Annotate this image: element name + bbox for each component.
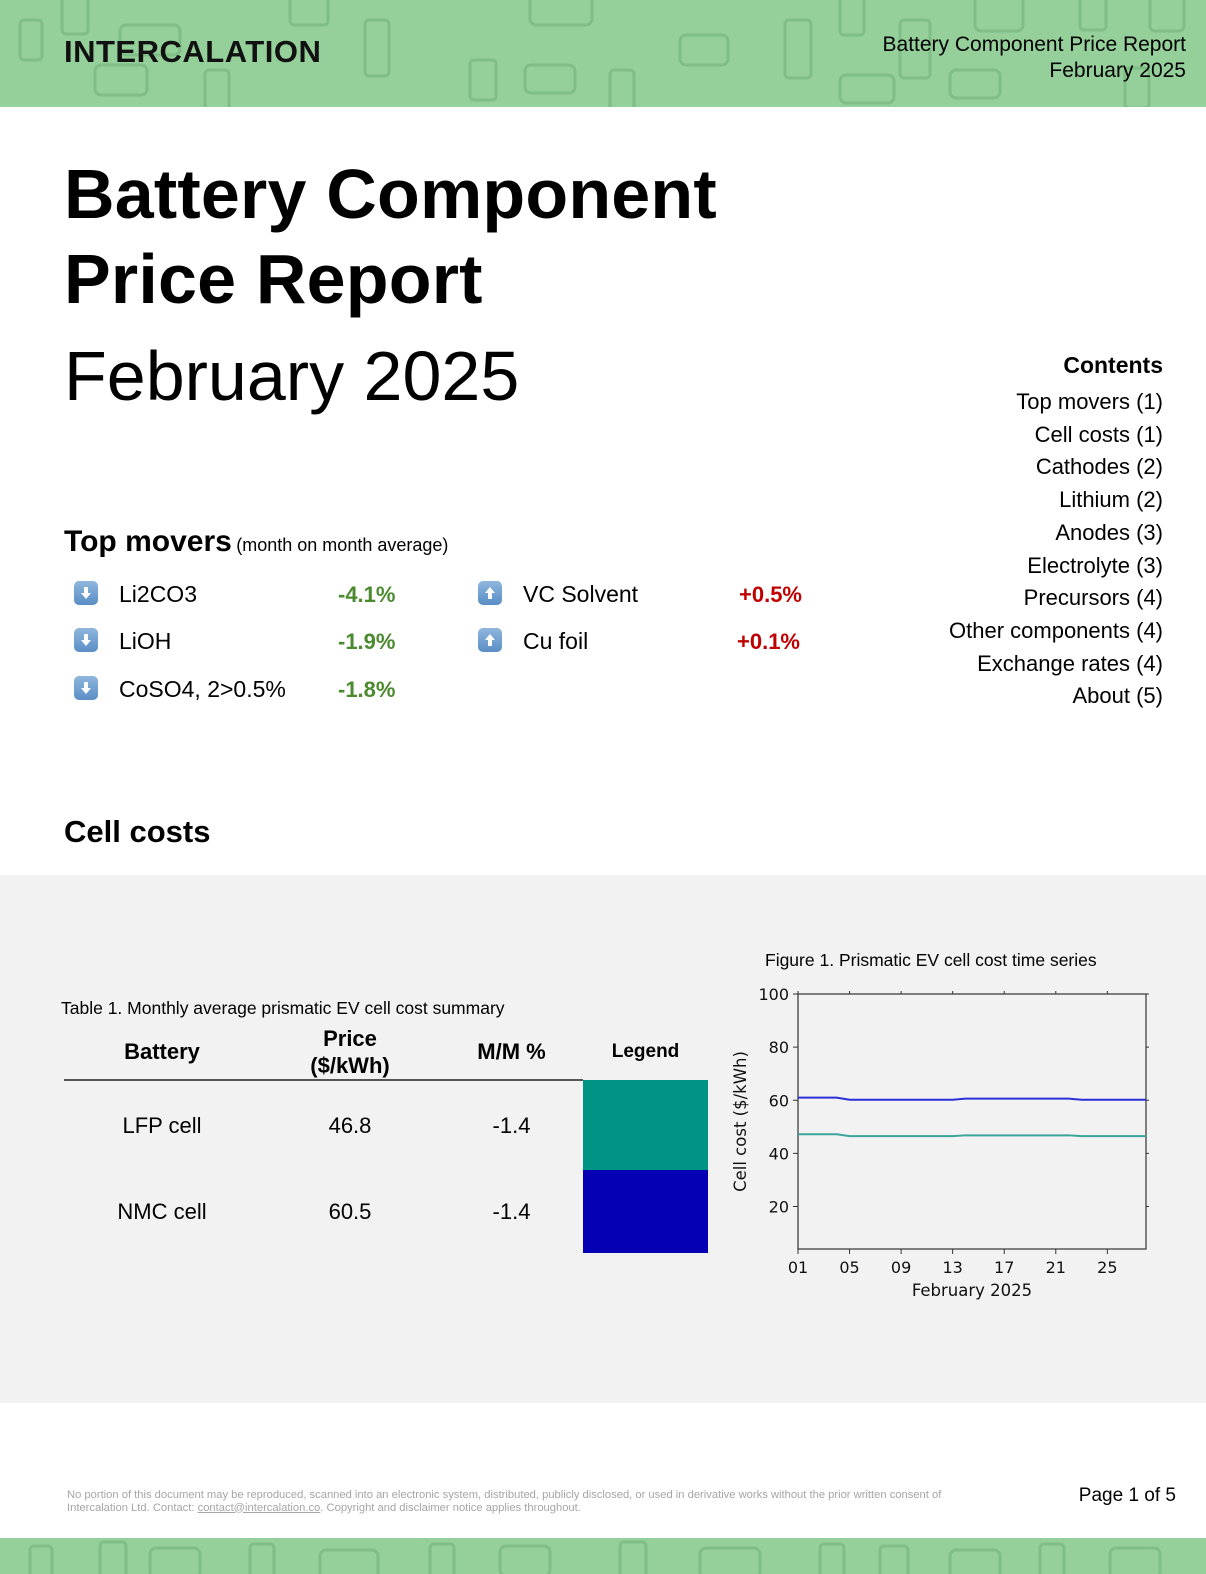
mover-name: LiOH	[119, 628, 172, 654]
mover-item	[478, 625, 502, 655]
contents-item-cathodes[interactable]: Cathodes (2)	[1035, 454, 1163, 480]
y-tick-label: 80	[768, 1038, 789, 1058]
mover-name: CoSO4, 2>0.5%	[119, 676, 286, 702]
cell-battery: LFP cell	[122, 1112, 202, 1138]
top-movers-subtitle: (month on month average)	[236, 535, 449, 555]
contents-item-electrolyte[interactable]: Electrolyte (3)	[1027, 552, 1163, 578]
battery-pattern-background	[0, 1538, 1206, 1574]
top-movers-heading	[64, 525, 448, 559]
table-caption	[61, 998, 505, 1019]
page-number: Page 1 of 5	[1078, 1485, 1176, 1506]
column-header-battery: Battery	[64, 1024, 260, 1080]
mover-item	[74, 673, 98, 703]
x-tick-label: 09	[890, 1258, 912, 1277]
x-tick-label: 01	[787, 1258, 809, 1277]
table-caption-text: Monthly average prismatic EV cell cost summary	[127, 998, 505, 1018]
cell-price: 46.8	[328, 1112, 372, 1138]
footer-band	[0, 1538, 1206, 1574]
header-report-title: Battery Component Price Report	[882, 33, 1186, 56]
down-arrow-icon	[74, 581, 98, 605]
mover-name: Li2CO3	[119, 581, 197, 607]
header-report-info	[883, 32, 1186, 84]
table-caption-label: Table 1.	[61, 998, 123, 1018]
y-axis-label: Cell cost ($/kWh)	[731, 1051, 750, 1192]
up-arrow-icon	[478, 628, 502, 652]
page-title	[64, 152, 717, 322]
nmc-legend-swatch	[583, 1170, 708, 1253]
contents-item-precursors[interactable]: Precursors (4)	[1023, 585, 1163, 611]
y-tick-label: 40	[768, 1144, 789, 1164]
up-arrow-icon	[478, 581, 502, 605]
down-arrow-icon	[74, 676, 98, 700]
x-tick-label: 21	[1045, 1258, 1066, 1277]
contact-email-link[interactable]: contact@intercalation.co	[197, 1501, 321, 1514]
table-row	[64, 1080, 708, 1170]
disclaimer-text-2: Intercalation Ltd. Contact:	[67, 1501, 198, 1514]
mover-item	[74, 578, 98, 608]
column-header-legend: Legend	[611, 1041, 680, 1062]
lfp-legend-swatch	[583, 1080, 708, 1170]
mover-change: -1.8%	[338, 677, 396, 702]
mover-change: -4.1%	[338, 582, 396, 607]
column-header-price	[260, 1024, 440, 1080]
disclaimer-text-3: . Copyright and disclaimer notice applies throughout.	[320, 1501, 581, 1514]
contents-item-top-movers[interactable]: Top movers (1)	[1016, 389, 1163, 414]
mover-item	[478, 578, 502, 608]
header-band	[0, 0, 1206, 107]
intercalation-logo: INTERCALATION	[64, 34, 322, 69]
cell-mm: -1.4	[492, 1112, 531, 1138]
cell-price: 60.5	[328, 1198, 372, 1224]
series-line-0	[798, 1098, 1146, 1100]
contents-item-anodes[interactable]: Anodes (3)	[1055, 519, 1163, 545]
cell-cost-table	[64, 1024, 708, 1253]
price-header-line-2: ($/kWh)	[310, 1052, 390, 1078]
cell-costs-heading: Cell costs	[64, 814, 211, 849]
y-tick-label: 20	[768, 1197, 789, 1217]
price-header-line-1: Price	[323, 1025, 377, 1051]
contents-item-cell-costs[interactable]: Cell costs (1)	[1034, 421, 1163, 447]
mover-change: +0.1%	[737, 629, 800, 654]
x-tick-label: 13	[942, 1258, 963, 1277]
plot-frame	[798, 994, 1146, 1249]
disclaimer-text-1: No portion of this document may be reproduced, scanned into an electronic system, distributed, publicly disclosed, or used in derivative works without the prior written consent of	[67, 1489, 942, 1501]
cell-cost-line-chart	[728, 982, 1168, 1312]
figure-caption-text: Prismatic EV cell cost time series	[838, 950, 1097, 970]
table-row	[64, 1170, 708, 1253]
figure-caption	[765, 950, 1097, 971]
contents-heading: Contents	[1063, 352, 1163, 378]
contents-item-other-components[interactable]: Other components (4)	[949, 617, 1163, 643]
column-header-mm: M/M %	[440, 1024, 583, 1080]
mover-name: Cu foil	[523, 628, 589, 654]
cell-battery: NMC cell	[117, 1198, 207, 1224]
x-axis-label: February 2025	[911, 1281, 1033, 1300]
mover-change: -1.9%	[338, 629, 396, 654]
table-of-contents	[949, 350, 1163, 713]
title-line-1: Battery Component	[64, 155, 717, 233]
top-movers-title: Top movers	[64, 525, 232, 558]
contents-item-about[interactable]: About (5)	[1072, 683, 1163, 709]
x-tick-label: 05	[839, 1258, 860, 1277]
figure-caption-label: Figure 1.	[765, 950, 835, 970]
contents-item-exchange-rates[interactable]: Exchange rates (4)	[977, 650, 1163, 676]
report-date-title: February 2025	[64, 337, 520, 415]
series-line-1	[798, 1134, 1146, 1136]
mover-item	[74, 625, 98, 655]
contents-item-lithium[interactable]: Lithium (2)	[1059, 487, 1163, 513]
mover-name: VC Solvent	[523, 581, 639, 607]
y-tick-label: 60	[768, 1091, 789, 1111]
title-line-2: Price Report	[64, 240, 483, 318]
down-arrow-icon	[74, 628, 98, 652]
x-tick-label: 17	[994, 1258, 1015, 1277]
cell-mm: -1.4	[492, 1198, 531, 1224]
header-report-date: February 2025	[1049, 59, 1186, 82]
x-tick-label: 25	[1097, 1258, 1118, 1277]
copyright-disclaimer	[67, 1489, 1037, 1514]
y-tick-label: 100	[758, 985, 789, 1004]
mover-change: +0.5%	[739, 582, 802, 607]
